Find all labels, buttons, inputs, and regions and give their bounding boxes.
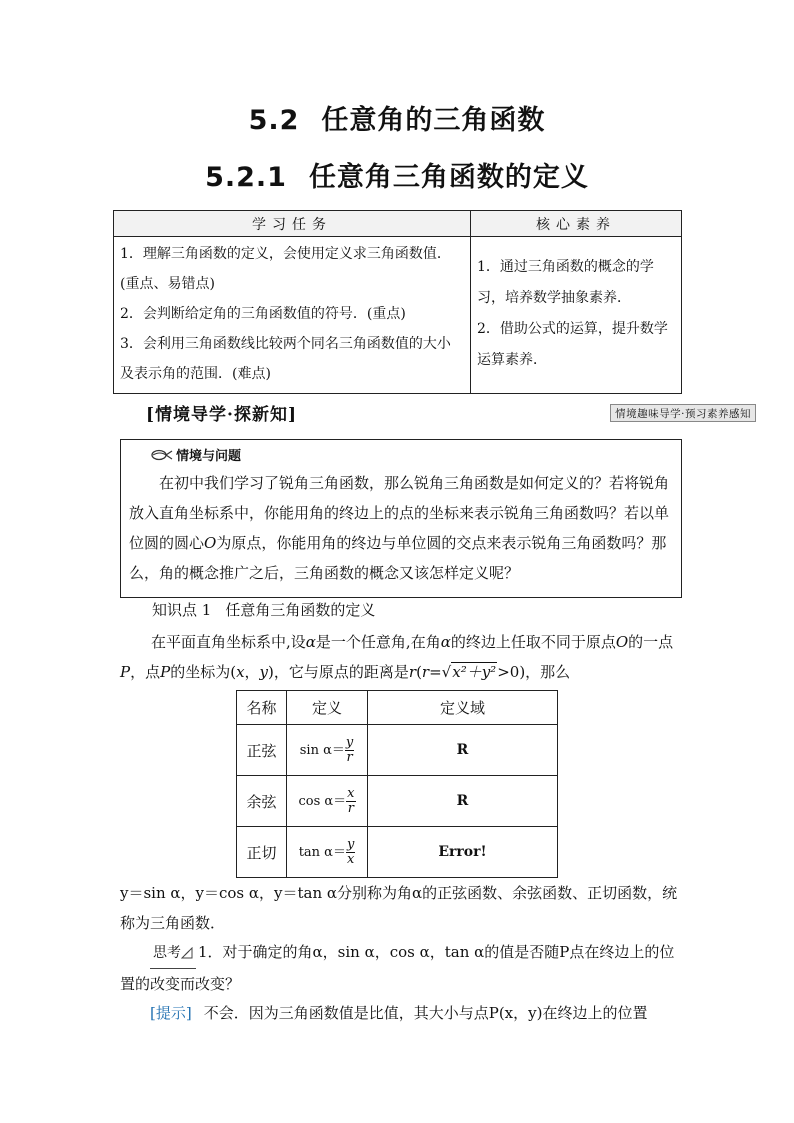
radicand (451, 662, 497, 681)
def-name: 正弦 (237, 725, 287, 776)
knowledge-point-label: 知识点 1 (152, 601, 212, 619)
definition-table (236, 690, 558, 878)
knowledge-point (152, 599, 375, 620)
subsection-number: 5.2.1 (205, 162, 287, 193)
var-r: r (408, 663, 417, 681)
var-alpha: α (440, 633, 451, 651)
text-run: >0)，那么 (497, 663, 571, 681)
def-func: tan α＝ (298, 844, 346, 860)
var-x: x (236, 663, 245, 681)
text-run: 的坐标为( (170, 663, 237, 681)
situation-text-part: 为原点，你能用角的终边与单位圆的交点来表示锐角三角函数吗？那么，角的概念推广之后，三角函数的概念又该怎样定义呢？ (129, 534, 667, 582)
section-title (0, 98, 794, 137)
objectives-table (113, 210, 682, 394)
functions-paragraph: y＝sin α，y＝cos α，y＝tan α分别称为角α的正弦函数、余弦函数、正切函数，统称为三角函数． (120, 884, 678, 932)
text-run: 是一个任意角,在角 (315, 633, 441, 651)
think-tag-label: 思考 (153, 945, 181, 961)
text-run: 的一点 (628, 633, 674, 651)
def-formula (287, 827, 368, 878)
objectives-literacy-cell (471, 237, 682, 394)
fraction-numerator: y (346, 836, 355, 852)
def-header-definition: 定义 (287, 691, 368, 725)
leaf-icon (151, 448, 173, 462)
situation-text (129, 468, 677, 588)
def-name: 余弦 (237, 776, 287, 827)
var-o: O (615, 633, 629, 651)
fraction-numerator: y (345, 734, 354, 750)
definition-paragraph (120, 627, 682, 687)
table-row (237, 827, 558, 878)
hint-tag: [提示] (150, 1004, 192, 1022)
section-tag: 情境趣味导学·预习素养感知 (610, 404, 756, 422)
section-bar (113, 400, 756, 426)
text-run: )，它与原点的距离是 (268, 663, 409, 681)
think-paragraph (120, 937, 682, 999)
think-question: 1．对于确定的角α，sin α，cos α，tan α的值是否随P点在终边上的位置的改变而改变？ (120, 943, 675, 993)
def-formula (287, 776, 368, 827)
def-domain: Error! (368, 827, 558, 878)
knowledge-point-title: 任意角三角函数的定义 (225, 601, 376, 619)
sqrt-icon: √ (441, 663, 452, 681)
def-header-name: 名称 (237, 691, 287, 725)
section-number: 5.2 (248, 105, 300, 136)
radicand-expr: x²＋y² (452, 663, 497, 681)
fraction-numerator: x (347, 785, 355, 801)
subsection-name: 任意角三角函数的定义 (308, 162, 589, 193)
objectives-header-literacy: 核心素养 (471, 211, 682, 237)
def-domain: R (368, 725, 558, 776)
literacy-item: 2．借助公式的运算，提升数学运算素养． (477, 321, 668, 368)
hint-paragraph (120, 998, 682, 1028)
table-row (237, 776, 558, 827)
def-header-domain: 定义域 (368, 691, 558, 725)
situation-text-part: 在初中我们学习了锐角三角函数，那么锐角三角函数是如何定义的？若将锐角放入直角坐标系中，你能用角的终边上的点的坐标来表示锐角三角函数吗？若以单位圆的圆心 (129, 474, 670, 552)
def-name: 正切 (237, 827, 287, 878)
var-p: P (120, 663, 131, 681)
table-row (237, 725, 558, 776)
subsection-title (0, 155, 794, 194)
var-p: P (160, 663, 171, 681)
def-func: cos α＝ (298, 793, 347, 809)
fraction (346, 787, 355, 816)
fraction (345, 736, 354, 765)
fraction (346, 838, 355, 867)
text-run: ，点 (130, 663, 161, 681)
def-formula (287, 725, 368, 776)
section-heading: [情境导学·探新知] (146, 405, 298, 425)
hint-text: 不会．因为三角函数值是比值，其大小与点P(x，y)在终边上的位置 (203, 1004, 648, 1022)
situation-heading-text: 情境与问题 (176, 449, 242, 464)
text-run: ， (244, 663, 260, 681)
situation-var-o: O (204, 534, 217, 552)
def-func: sin α＝ (299, 742, 345, 758)
objectives-tasks-cell (114, 237, 471, 394)
var-r: r (421, 663, 430, 681)
section-name: 任意角的三角函数 (321, 105, 546, 136)
pencil-icon (181, 947, 193, 959)
think-tag (150, 938, 196, 969)
task-item: 3．会利用三角函数线比较两个同名三角函数值的大小及表示角的范围．(难点) (120, 336, 451, 382)
text-run: ( (416, 663, 422, 681)
text-run: = (429, 663, 442, 681)
task-item: 2．会判断给定角的三角函数值的符号．(重点) (120, 306, 406, 322)
fraction-denominator: r (347, 800, 354, 816)
situation-box (120, 439, 682, 598)
text-run: 的终边上任取不同于原点 (450, 633, 616, 651)
var-y: y (259, 663, 269, 681)
var-alpha: α (305, 633, 316, 651)
task-item: 1．理解三角函数的定义，会使用定义求三角函数值．(重点、易错点) (120, 246, 451, 292)
fraction-denominator: x (346, 851, 355, 867)
text-run: 在平面直角坐标系中,设 (151, 633, 306, 651)
def-domain: R (368, 776, 558, 827)
literacy-item: 1．通过三角函数的概念的学习，培养数学抽象素养． (477, 259, 654, 306)
objectives-header-tasks: 学习任务 (114, 211, 471, 237)
fraction-denominator: r (346, 749, 353, 765)
situation-heading (151, 445, 241, 464)
